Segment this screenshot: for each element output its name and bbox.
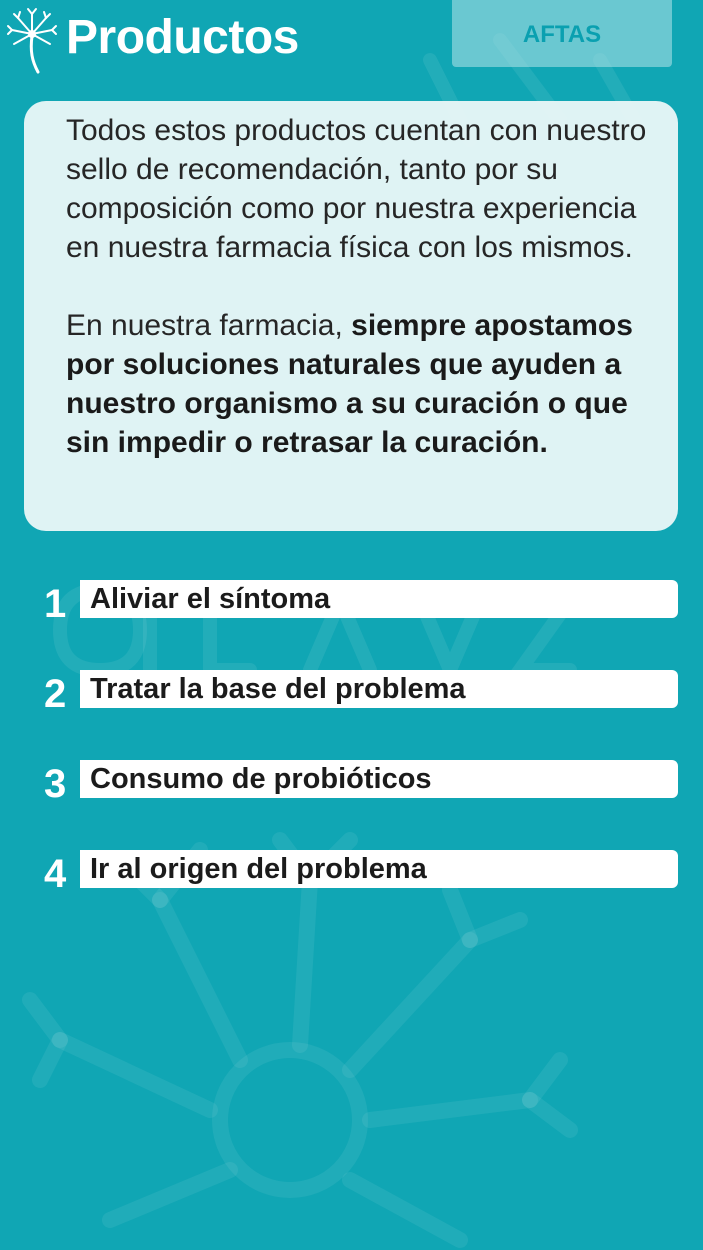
info-paragraph-bold: siempre apostamos por soluciones naturales que ayuden a nuestro organismo a su curación o que sin impedir o retrasar la curación. bbox=[66, 309, 633, 459]
dandelion-icon bbox=[6, 6, 58, 74]
page-title: Productos bbox=[66, 11, 299, 64]
step-number: 4 bbox=[44, 852, 67, 896]
info-paragraph-highlight bbox=[66, 306, 670, 462]
step-label: Ir al origen del problema bbox=[90, 853, 427, 885]
app-header bbox=[0, 0, 703, 80]
step-label: Tratar la base del problema bbox=[90, 673, 466, 705]
step-bar[interactable] bbox=[80, 850, 678, 888]
step-number: 2 bbox=[44, 672, 67, 716]
step-item-1[interactable] bbox=[0, 580, 703, 626]
tab-aftas[interactable]: AFTAS bbox=[452, 0, 672, 67]
info-card bbox=[24, 101, 678, 531]
step-label: Consumo de probióticos bbox=[90, 763, 432, 795]
step-bar[interactable] bbox=[80, 580, 678, 618]
step-item-2[interactable] bbox=[0, 670, 703, 716]
step-number: 1 bbox=[44, 582, 67, 626]
step-bar[interactable] bbox=[80, 760, 678, 798]
step-item-3[interactable] bbox=[0, 760, 703, 806]
step-number: 3 bbox=[44, 762, 67, 806]
info-paragraph-intro: En nuestra farmacia, bbox=[66, 309, 352, 342]
step-label: Aliviar el síntoma bbox=[90, 583, 331, 615]
info-paragraph: Todos estos productos cuentan con nuestro sello de recomendación, tanto por su composición como por nuestra experiencia en nuestra farmacia física con los mismos. bbox=[66, 114, 647, 264]
step-bar[interactable] bbox=[80, 670, 678, 708]
step-item-4[interactable] bbox=[0, 850, 703, 896]
